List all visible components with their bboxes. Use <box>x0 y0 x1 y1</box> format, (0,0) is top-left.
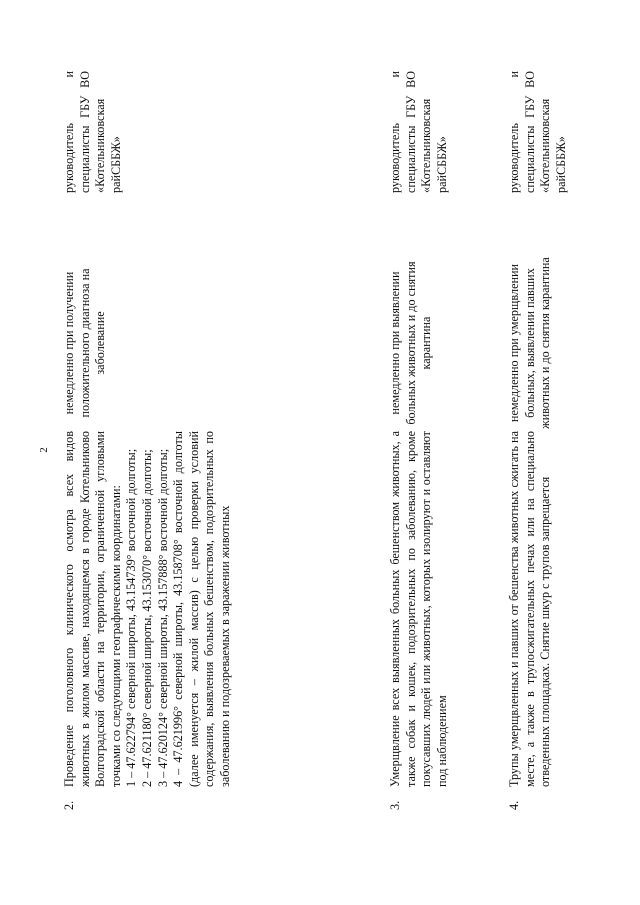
description-text: Проведение поголовного клинического осмотра всех видов животных в жилом массиве, находящемся в городе Котельниково Волгоградской области на территории, ограниченной угловыми точками со следующими географическими координатами: <box>62 431 123 787</box>
measure-description: Трупы умерщвленных и павших от бешенства животных сжигать на месте, а также в трупосжигательных печах или на специально отведенных площадках. Снятие шкур с трупов запрещается <box>507 431 553 787</box>
measure-description: Умерщвление всех выявленных больных бешенством животных, а также собак и кошек, подозрительных по заболеванию, кроме покусавших людей или животных, которых изолируют и оставляют под наблюдением <box>388 431 449 787</box>
row-number: 3. <box>388 800 402 810</box>
coordinate-line: 4 – 47.621996° северной широты, 43.158708° восточной долготы (далее именуется – жилой массив) с целью проверки условий содержания, выявления больных бешенством, подозрительных по заболеванию и подозреваемых в заражении животных <box>171 431 232 787</box>
responsible-text: руководитель и специалисты ГБУ ВО «Котельниковская райСББЖ» <box>507 71 568 193</box>
coordinate-line: 2 – 47.621180° северной широты, 43.153070° восточной долготы; <box>139 449 154 787</box>
page-number: 2 <box>38 447 50 453</box>
deadline-text: немедленно при получении положительного диагноза на заболевание <box>62 268 108 418</box>
coordinate-line: 1 – 47.622794° северной широты, 43.154739° восточной долготы; <box>124 448 139 787</box>
deadline-text: немедленно при умерщвлении больных, выявлении павших животных и до снятия карантина <box>507 257 553 429</box>
deadline-text: немедленно при выявлении больных животных и до снятия карантина <box>388 261 434 425</box>
responsible-text: руководитель и специалисты ГБУ ВО «Котельниковская райСББЖ» <box>62 71 123 193</box>
row-number: 4. <box>507 800 521 810</box>
measure-description <box>62 431 234 787</box>
responsible-text: руководитель и специалисты ГБУ ВО «Котельниковская райСББЖ» <box>388 71 449 193</box>
row-number: 2. <box>62 800 76 810</box>
coordinate-line: 3 – 47.620124° северной широты, 43.157888° восточной долготы; <box>155 448 170 787</box>
